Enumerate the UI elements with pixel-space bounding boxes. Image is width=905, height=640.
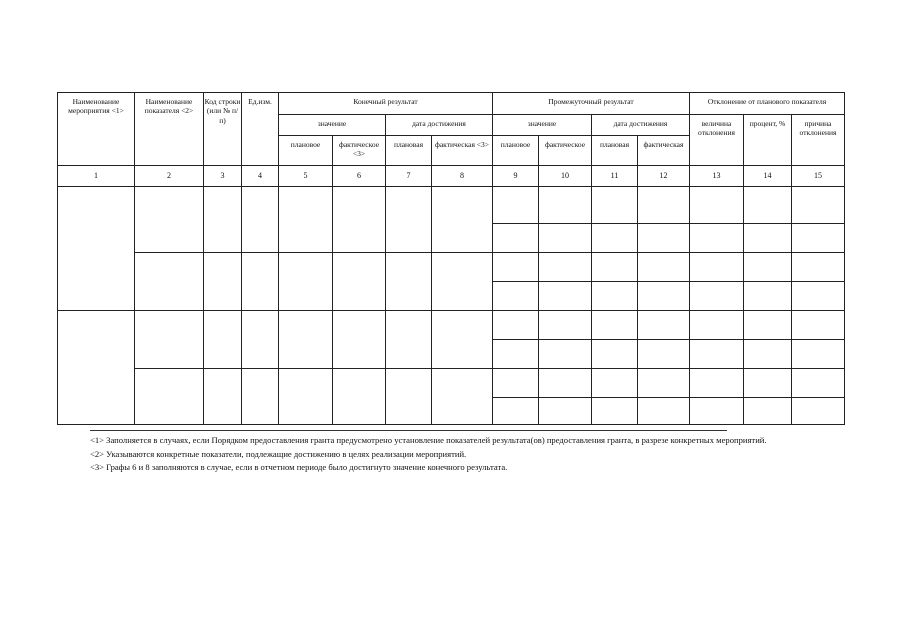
intermediate-planned-date-cell[interactable] — [592, 224, 638, 253]
percent-cell[interactable] — [744, 253, 792, 282]
percent-cell[interactable] — [744, 187, 792, 224]
unit-cell[interactable] — [242, 369, 279, 425]
column-number: 5 — [279, 166, 333, 187]
footnote-3: <3> Графы 6 и 8 заполняются в случае, если в отчетном периоде было достигнуто значение конечного результата. — [90, 462, 508, 473]
deviation-amount-cell[interactable] — [690, 369, 744, 398]
header-event-name: Наименование мероприятия <1> — [58, 93, 135, 166]
intermediate-planned-cell[interactable] — [493, 282, 539, 311]
percent-cell[interactable] — [744, 340, 792, 369]
intermediate-actual-date-cell[interactable] — [638, 282, 690, 311]
unit-cell[interactable] — [242, 311, 279, 369]
deviation-reason-cell[interactable] — [792, 340, 845, 369]
column-number: 12 — [638, 166, 690, 187]
final-planned-date-cell[interactable] — [386, 187, 432, 253]
intermediate-planned-date-cell[interactable] — [592, 340, 638, 369]
final-actual-cell[interactable] — [333, 311, 386, 369]
deviation-amount-cell[interactable] — [690, 253, 744, 282]
intermediate-planned-cell[interactable] — [493, 224, 539, 253]
final-planned-cell[interactable] — [279, 187, 333, 253]
deviation-amount-cell[interactable] — [690, 187, 744, 224]
table-row — [58, 369, 845, 398]
header-final-planned-date: плановая — [386, 136, 432, 166]
intermediate-actual-cell[interactable] — [539, 311, 592, 340]
header-indicator-name: Наименование показателя <2> — [135, 93, 204, 166]
intermediate-actual-cell[interactable] — [539, 282, 592, 311]
intermediate-planned-cell[interactable] — [493, 340, 539, 369]
deviation-reason-cell[interactable] — [792, 187, 845, 224]
indicator-cell[interactable] — [135, 369, 204, 425]
intermediate-actual-cell[interactable] — [539, 187, 592, 224]
header-deviation: Отклонение от планового показателя — [690, 93, 845, 115]
column-number: 2 — [135, 166, 204, 187]
percent-cell[interactable] — [744, 282, 792, 311]
header-intermediate-planned-date: плановая — [592, 136, 638, 166]
footnotes — [90, 430, 845, 476]
final-planned-date-cell[interactable] — [386, 311, 432, 369]
intermediate-planned-cell[interactable] — [493, 369, 539, 398]
deviation-reason-cell[interactable] — [792, 369, 845, 398]
final-actual-cell[interactable] — [333, 187, 386, 253]
line-code-cell[interactable] — [204, 369, 242, 425]
percent-cell[interactable] — [744, 224, 792, 253]
header-final-achievement-date: дата достижения — [386, 115, 493, 136]
column-number: 8 — [432, 166, 493, 187]
header-final-actual: фактическое <3> — [333, 136, 386, 166]
event-cell[interactable] — [58, 311, 135, 425]
column-number: 4 — [242, 166, 279, 187]
deviation-reason-cell[interactable] — [792, 311, 845, 340]
header-percent: процент, % — [744, 115, 792, 166]
header-unit: Ед.изм. — [242, 93, 279, 166]
header-final-planned: плановое — [279, 136, 333, 166]
column-number: 9 — [493, 166, 539, 187]
column-number: 10 — [539, 166, 592, 187]
line-code-cell[interactable] — [204, 253, 242, 311]
deviation-reason-cell[interactable] — [792, 282, 845, 311]
intermediate-actual-cell[interactable] — [539, 340, 592, 369]
intermediate-actual-cell[interactable] — [539, 224, 592, 253]
indicator-cell[interactable] — [135, 187, 204, 253]
intermediate-actual-date-cell[interactable] — [638, 311, 690, 340]
percent-cell[interactable] — [744, 398, 792, 425]
deviation-amount-cell[interactable] — [690, 224, 744, 253]
deviation-reason-cell[interactable] — [792, 398, 845, 425]
event-cell[interactable] — [58, 187, 135, 311]
header-final-value: значение — [279, 115, 386, 136]
intermediate-planned-date-cell[interactable] — [592, 311, 638, 340]
indicator-cell[interactable] — [135, 311, 204, 369]
intermediate-actual-cell[interactable] — [539, 369, 592, 398]
final-planned-cell[interactable] — [279, 311, 333, 369]
intermediate-actual-date-cell[interactable] — [638, 340, 690, 369]
table-row — [58, 187, 845, 224]
table-row — [58, 311, 845, 340]
header-line-code: Код строки (или № п/п) — [204, 93, 242, 166]
column-number: 7 — [386, 166, 432, 187]
final-planned-date-cell[interactable] — [386, 253, 432, 311]
intermediate-planned-date-cell[interactable] — [592, 253, 638, 282]
line-code-cell[interactable] — [204, 187, 242, 253]
intermediate-planned-date-cell[interactable] — [592, 187, 638, 224]
intermediate-actual-cell[interactable] — [539, 253, 592, 282]
column-number: 14 — [744, 166, 792, 187]
intermediate-actual-date-cell[interactable] — [638, 253, 690, 282]
header-intermediate-achievement-date: дата достижения — [592, 115, 690, 136]
footnote-2: <2> Указываются конкретные показатели, подлежащие достижению в целях реализации мероприятий. — [90, 448, 467, 459]
header-final-result: Конечный результат — [279, 93, 493, 115]
footnote-1: <1> Заполняется в случаях, если Порядком предоставления гранта предусмотрено установление показателей результата(ов) предоставления гранта, в разрезе конкретных мероприятий. — [90, 435, 767, 445]
unit-cell[interactable] — [242, 253, 279, 311]
header-intermediate-actual: фактическое — [539, 136, 592, 166]
final-actual-date-cell[interactable] — [432, 369, 493, 425]
deviation-amount-cell[interactable] — [690, 311, 744, 340]
intermediate-actual-date-cell[interactable] — [638, 369, 690, 398]
intermediate-planned-cell[interactable] — [493, 398, 539, 425]
percent-cell[interactable] — [744, 311, 792, 340]
deviation-reason-cell[interactable] — [792, 224, 845, 253]
header-deviation-reason: причина отклонения — [792, 115, 845, 166]
intermediate-planned-date-cell[interactable] — [592, 282, 638, 311]
final-actual-cell[interactable] — [333, 253, 386, 311]
report-table — [57, 92, 845, 425]
intermediate-planned-date-cell[interactable] — [592, 398, 638, 425]
intermediate-planned-cell[interactable] — [493, 311, 539, 340]
table-row — [58, 253, 845, 282]
column-number: 1 — [58, 166, 135, 187]
header-final-actual-date: фактическая <3> — [432, 136, 493, 166]
final-actual-date-cell[interactable] — [432, 187, 493, 253]
intermediate-actual-date-cell[interactable] — [638, 187, 690, 224]
final-planned-date-cell[interactable] — [386, 369, 432, 425]
intermediate-actual-cell[interactable] — [539, 398, 592, 425]
column-number: 13 — [690, 166, 744, 187]
deviation-amount-cell[interactable] — [690, 398, 744, 425]
header-intermediate-actual-date: фактическая — [638, 136, 690, 166]
intermediate-actual-date-cell[interactable] — [638, 224, 690, 253]
deviation-amount-cell[interactable] — [690, 282, 744, 311]
intermediate-actual-date-cell[interactable] — [638, 398, 690, 425]
indicator-cell[interactable] — [135, 253, 204, 311]
percent-cell[interactable] — [744, 369, 792, 398]
final-planned-cell[interactable] — [279, 253, 333, 311]
final-actual-cell[interactable] — [333, 369, 386, 425]
header-intermediate-result: Промежуточный результат — [493, 93, 690, 115]
intermediate-planned-cell[interactable] — [493, 187, 539, 224]
header-intermediate-planned: плановое — [493, 136, 539, 166]
column-number: 11 — [592, 166, 638, 187]
final-planned-cell[interactable] — [279, 369, 333, 425]
header-intermediate-value: значение — [493, 115, 592, 136]
unit-cell[interactable] — [242, 187, 279, 253]
final-actual-date-cell[interactable] — [432, 253, 493, 311]
column-number: 15 — [792, 166, 845, 187]
intermediate-planned-cell[interactable] — [493, 253, 539, 282]
intermediate-planned-date-cell[interactable] — [592, 369, 638, 398]
header-deviation-amount: величина отклонения — [690, 115, 744, 166]
column-number-row — [58, 166, 845, 187]
column-number: 6 — [333, 166, 386, 187]
column-number: 3 — [204, 166, 242, 187]
final-actual-date-cell[interactable] — [432, 311, 493, 369]
deviation-amount-cell[interactable] — [690, 340, 744, 369]
deviation-reason-cell[interactable] — [792, 253, 845, 282]
line-code-cell[interactable] — [204, 311, 242, 369]
footnote-separator — [90, 430, 727, 431]
